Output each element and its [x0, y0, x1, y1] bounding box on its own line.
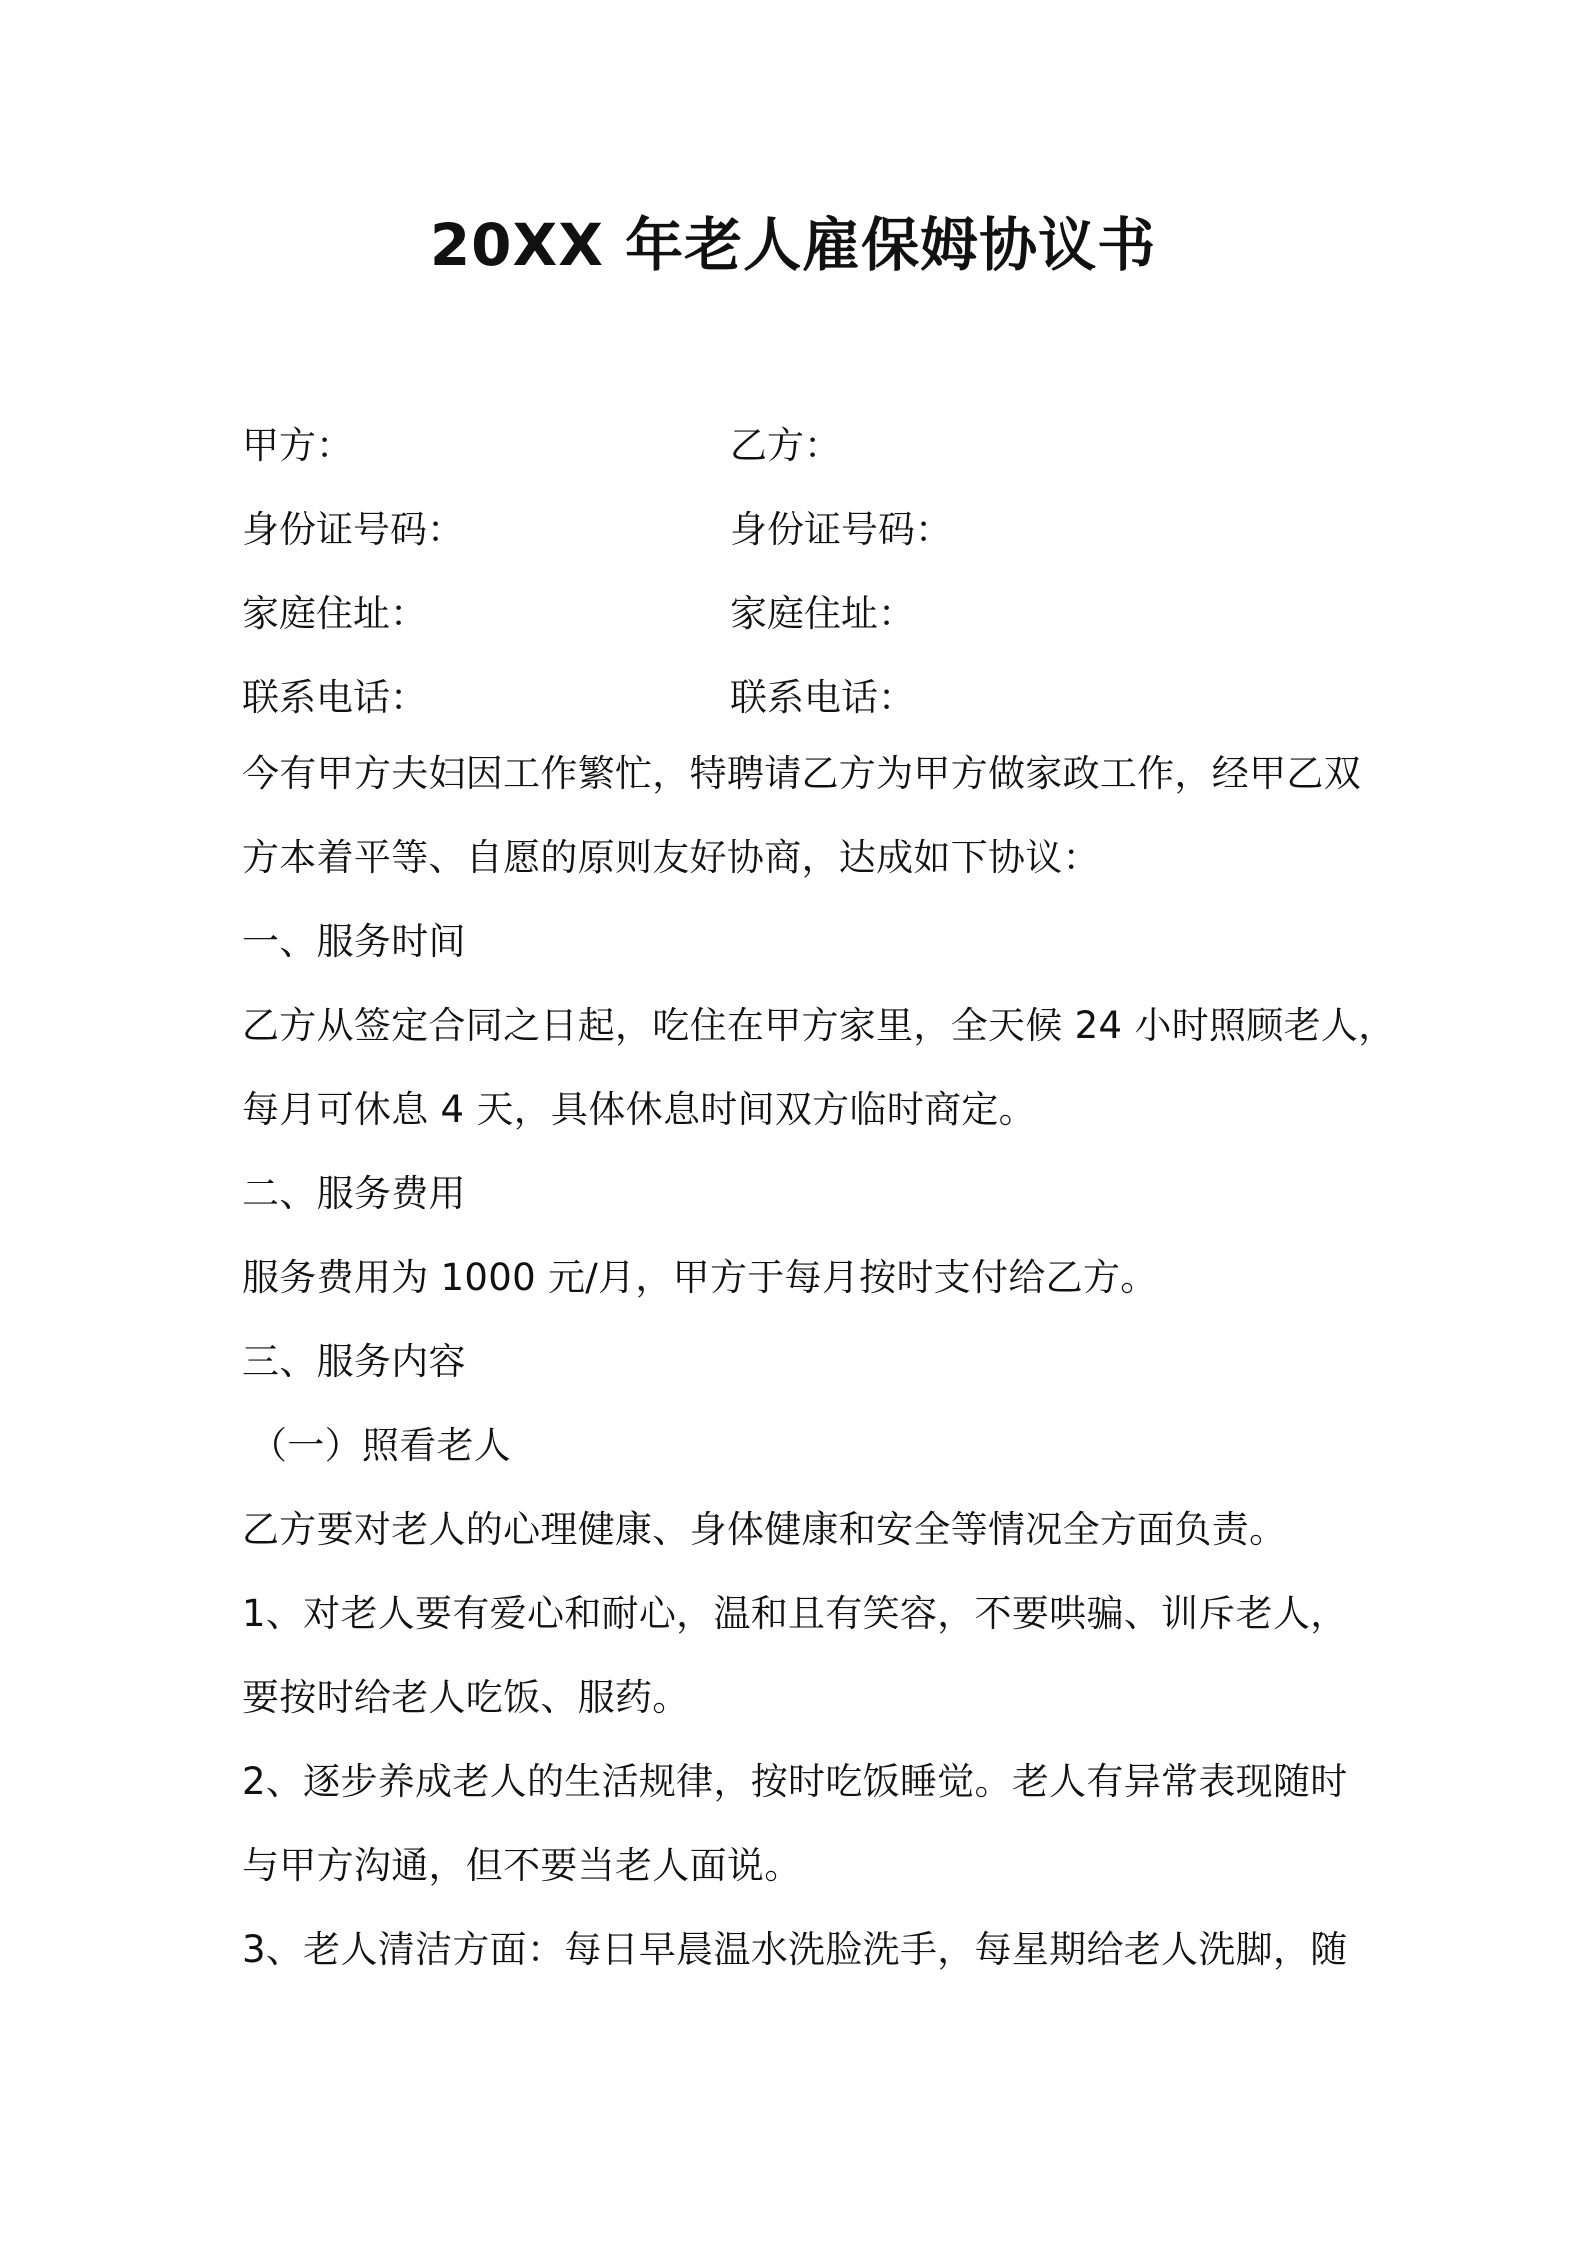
party-b-name-label: 乙方： — [730, 424, 841, 467]
party-a-id-label: 身份证号码： — [242, 508, 464, 551]
party-a-name-label: 甲方： — [242, 424, 353, 467]
intro-line-2: 方本着平等、自愿的原则友好协商，达成如下协议： — [242, 836, 1100, 879]
elder-care-item-2-line-1: 2、逐步养成老人的生活规律，按时吃饭睡觉。老人有异常表现随时 — [242, 1760, 1348, 1803]
agreement-body — [242, 732, 1396, 1992]
party-b-id-label: 身份证号码： — [730, 508, 952, 551]
document-title: 20XX 年老人雇保姆协议书 — [429, 211, 1157, 279]
party-row-name — [242, 404, 1382, 488]
section-heading-service-content: 三、服务内容 — [242, 1340, 466, 1383]
service-fee-line: 服务费用为 1000 元/月，甲方于每月按时支付给乙方。 — [242, 1256, 1158, 1299]
subsection-heading-elder-care: （一）照看老人 — [250, 1424, 512, 1467]
party-info-grid — [242, 404, 1382, 740]
elder-care-intro-line: 乙方要对老人的心理健康、身体健康和安全等情况全方面负责。 — [242, 1508, 1287, 1551]
party-row-phone — [242, 656, 1382, 740]
service-time-line-2: 每月可休息 4 天，具体休息时间双方临时商定。 — [242, 1088, 1036, 1131]
section-heading-service-time: 一、服务时间 — [242, 920, 466, 963]
elder-care-item-1-line-2: 要按时给老人吃饭、服药。 — [242, 1676, 690, 1719]
party-b-address-label: 家庭住址： — [730, 592, 915, 635]
party-b-phone-label: 联系电话： — [730, 676, 915, 719]
service-time-line-1: 乙方从签定合同之日起，吃住在甲方家里，全天候 24 小时照顾老人， — [242, 1004, 1396, 1047]
party-a-address-label: 家庭住址： — [242, 592, 427, 635]
elder-care-item-3-line-1: 3、老人清洁方面：每日早晨温水洗脸洗手，每星期给老人洗脚，随 — [242, 1928, 1348, 1971]
section-heading-service-fee: 二、服务费用 — [242, 1172, 466, 1215]
elder-care-item-2-line-2: 与甲方沟通，但不要当老人面说。 — [242, 1844, 802, 1887]
party-row-id — [242, 488, 1382, 572]
party-a-phone-label: 联系电话： — [242, 676, 427, 719]
elder-care-item-1-line-1: 1、对老人要有爱心和耐心，温和且有笑容，不要哄骗、训斥老人， — [242, 1592, 1348, 1635]
party-row-address — [242, 572, 1382, 656]
intro-line-1: 今有甲方夫妇因工作繁忙，特聘请乙方为甲方做家政工作，经甲乙双 — [242, 752, 1361, 795]
